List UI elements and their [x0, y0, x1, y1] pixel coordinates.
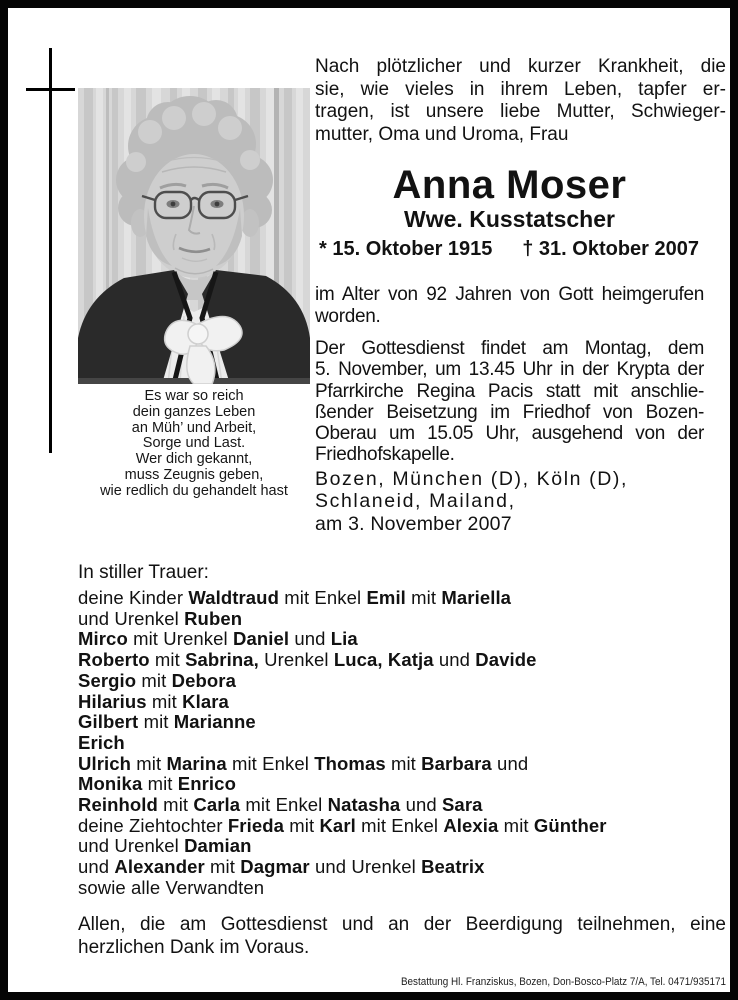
places-dateline [315, 468, 720, 535]
verse-line: wie redlich du gehandelt hast [100, 482, 288, 499]
intro-paragraph [315, 56, 726, 146]
memorial-verse [29, 389, 359, 500]
verse-line: Sorge und Last. [142, 435, 246, 452]
place-line: Schlaneid, Mailand, [315, 490, 516, 513]
intro-line: Nach plötzlicher und kurzer Krankheit, die [315, 56, 726, 77]
verse-line: Es war so reich [144, 388, 244, 404]
intro-line: mutter, Oma und Uroma, Frau [315, 123, 569, 145]
mourner-line: Reinhold mit Carla mit Enkel Natasha und Sara [78, 794, 483, 816]
portrait-photo-illustration [78, 88, 310, 384]
mourners-list [78, 588, 722, 899]
mourner-line: Gilbert mit Marianne [78, 711, 256, 733]
mourner-line: und Alexander mit Dagmar und Urenkel Beatrix [78, 856, 485, 878]
mourner-line: Monika mit Enrico [78, 773, 236, 795]
thanks-line: herzlichen Dank im Voraus. [78, 936, 310, 958]
called-home-paragraph [315, 284, 704, 328]
service-line: Der Gottesdienst findet am Montag, dem [315, 338, 704, 359]
mourner-line: sowie alle Verwandten [78, 876, 265, 898]
service-line: Oberau um 15.05 Uhr, ausgehend von der [315, 423, 704, 445]
service-line: ßender Beisetzung im Friedhof von Bozen- [315, 401, 704, 423]
mourner-line: Ulrich mit Marina mit Enkel Thomas mit Barbara und [78, 752, 529, 774]
death-date: † 31. Oktober 2007 [522, 238, 699, 260]
portrait-photo [78, 88, 310, 384]
service-line: 5. November, um 13.45 Uhr in der Krypta der [315, 359, 704, 381]
verse-line: an Müh’ und Arbeit, [131, 419, 257, 436]
thanks-paragraph [78, 914, 726, 959]
intro-line: tragen, ist unsere liebe Mutter, Schwieger- [315, 101, 726, 122]
cross-horizontal-bar [26, 88, 75, 91]
called-home-line: worden. [315, 306, 381, 327]
mourner-line: Erich [78, 731, 125, 753]
birth-date: * 15. Oktober 1915 [319, 238, 493, 260]
thanks-line: Allen, die am Gottesdienst und an der Beerdigung teilnehmen, eine [78, 914, 726, 935]
deceased-name: Anna Moser [392, 163, 627, 207]
mourning-heading: In stiller Trauer: [78, 562, 209, 583]
life-dates [319, 237, 699, 261]
mourner-line: Sergio mit Debora [78, 669, 236, 691]
mourner-line: deine Ziehtochter Frieda mit Karl mit Enkel Alexia mit Günther [78, 814, 607, 836]
funeral-home-info: Bestattung Hl. Franziskus, Bozen, Don-Bosco-Platz 7/A, Tel. 0471/935171 [400, 976, 726, 988]
deceased-widow-title: Wwe. Kusstatscher [404, 206, 615, 232]
mourner-line: und Urenkel Ruben [78, 607, 243, 629]
service-info-paragraph [315, 338, 704, 466]
verse-line: Wer dich gekannt, [135, 451, 253, 468]
mourner-line: deine Kinder Waldtraud mit Enkel Emil mit Mariella [78, 587, 512, 608]
mourner-line: Mirco mit Urenkel Daniel und Lia [78, 628, 358, 650]
service-line: Pfarrkirche Regina Pacis statt mit anschlie- [315, 380, 704, 402]
called-home-line: im Alter von 92 Jahren von Gott heimgerufen [315, 284, 704, 305]
place-line: am 3. November 2007 [315, 512, 512, 535]
mourner-line: Roberto mit Sabrina, Urenkel Luca, Katja und Davide [78, 649, 537, 671]
mourner-line: und Urenkel Damian [78, 835, 252, 857]
verse-line: dein ganzes Leben [132, 403, 256, 420]
verse-line: muss Zeugnis geben, [124, 466, 264, 483]
service-line: Friedhofskapelle. [315, 444, 455, 466]
place-line: Bozen, München (D), Köln (D), [315, 468, 629, 490]
intro-line: sie, wie vieles in ihrem Leben, tapfer er- [315, 78, 726, 100]
mourner-line: Hilarius mit Klara [78, 690, 229, 712]
